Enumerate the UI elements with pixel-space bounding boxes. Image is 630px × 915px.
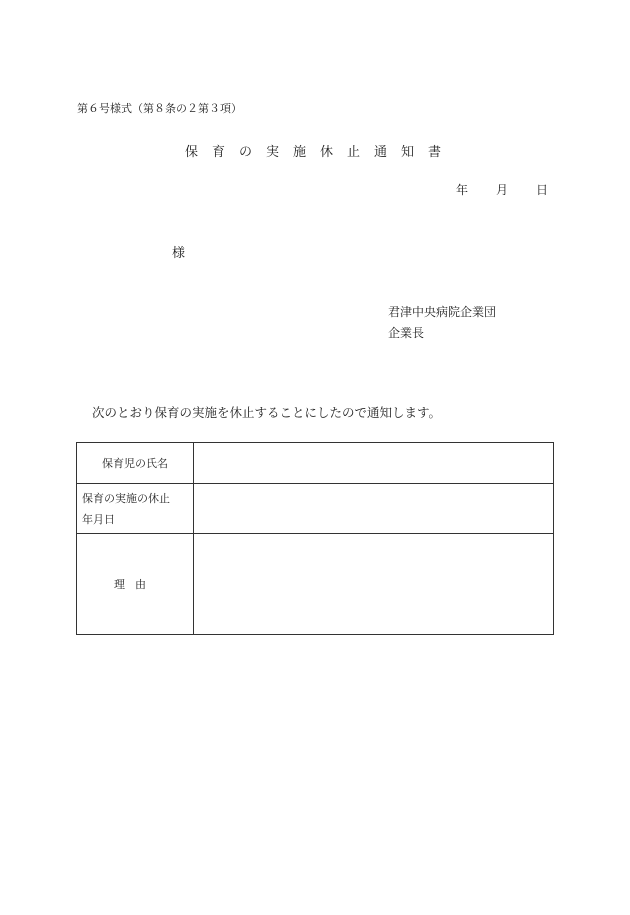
notification-table <box>76 442 554 635</box>
table-row-reason <box>77 534 554 635</box>
sender-organization: 君津中央病院企業団 <box>388 305 497 319</box>
table-row-suspension-date <box>77 484 554 534</box>
sender-title: 企業長 <box>388 326 425 340</box>
reason-field[interactable] <box>194 534 554 635</box>
suspension-date-label-line2: 年月日 <box>82 512 115 526</box>
body-text: 次のとおり保育の実施を休止することにしたので通知します。 <box>92 405 442 420</box>
reason-label: 理由 <box>77 534 194 635</box>
table-row-child-name <box>77 443 554 484</box>
suspension-date-field[interactable] <box>194 484 554 534</box>
child-name-label: 保育児の氏名 <box>77 443 194 484</box>
date-month-label: 月 <box>496 183 509 197</box>
date-line <box>456 181 548 198</box>
suspension-date-label-line1: 保育の実施の休止 <box>82 491 170 505</box>
form-number: 第６号様式（第８条の２第３項） <box>77 102 242 115</box>
child-name-field[interactable] <box>194 443 554 484</box>
date-day-label: 日 <box>536 183 549 197</box>
document-title: 保育の実施休止通知書 <box>185 145 456 160</box>
date-year-label: 年 <box>456 183 469 197</box>
suspension-date-label <box>77 484 194 534</box>
addressee-honorific: 様 <box>172 246 186 261</box>
